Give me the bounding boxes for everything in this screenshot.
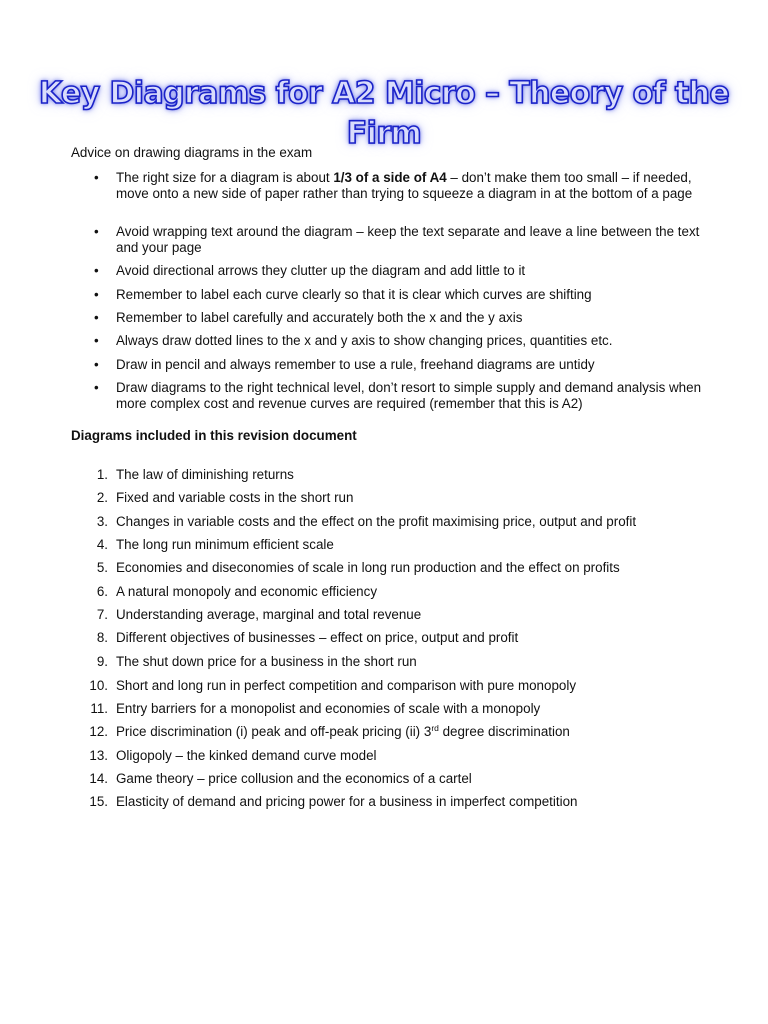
- bullet-glyph: •: [94, 224, 99, 239]
- item-number: 4.: [96, 537, 108, 552]
- document-title: Key Diagrams for A2 Micro – Theory of the Firm: [38, 76, 730, 151]
- item-text: Different objectives of businesses – effect on price, output and profit: [116, 630, 519, 645]
- advice-text: Remember to label each curve clearly so that it is clear which curves are shifting: [116, 287, 592, 302]
- item-number: 7.: [96, 607, 108, 622]
- advice-text: Avoid wrapping text around the diagram – keep the text separate and leave a line between the text and your page: [116, 224, 700, 255]
- item-text: The law of diminishing returns: [116, 467, 294, 482]
- item-number: 15.: [89, 794, 108, 809]
- advice-intro: Advice on drawing diagrams in the exam: [71, 145, 313, 160]
- item-text: Short and long run in perfect competition and comparison with pure monopoly: [116, 678, 577, 693]
- item-text: Entry barriers for a monopolist and economies of scale with a monopoly: [116, 701, 541, 716]
- ordinal-superscript: rd: [431, 723, 439, 733]
- item-number: 2.: [96, 490, 108, 505]
- advice-text: Always draw dotted lines to the x and y axis to show changing prices, quantities etc.: [116, 333, 613, 348]
- item-text: The long run minimum efficient scale: [116, 537, 334, 552]
- item-number: 8.: [96, 630, 108, 645]
- bullet-glyph: •: [94, 333, 99, 348]
- item-text: [116, 724, 570, 740]
- advice-text-part: – don’t make them too small – if needed, move onto a new side of paper rather than trying to squeeze a diagram in at the bottom of a page: [116, 170, 693, 201]
- item-number: 6.: [96, 584, 108, 599]
- diagrams-heading: Diagrams included in this revision document: [71, 428, 357, 443]
- advice-text: Remember to label carefully and accurately both the x and the y axis: [116, 310, 523, 325]
- item-number: 12.: [89, 724, 108, 739]
- item-number: 11.: [90, 701, 108, 716]
- item-text: Oligopoly – the kinked demand curve model: [116, 748, 377, 763]
- advice-text-part: The right size for a diagram is about: [116, 170, 334, 185]
- item-text: Elasticity of demand and pricing power for a business in imperfect competition: [116, 794, 578, 809]
- item-number: 9.: [96, 654, 108, 669]
- bullet-glyph: •: [94, 357, 99, 372]
- item-text: The shut down price for a business in the short run: [116, 654, 417, 669]
- bullet-glyph: •: [94, 380, 99, 395]
- item-number: 3.: [96, 514, 108, 529]
- advice-text: Draw in pencil and always remember to use a rule, freehand diagrams are untidy: [116, 357, 595, 372]
- advice-text: [116, 170, 702, 202]
- item-text: Changes in variable costs and the effect on the profit maximising price, output and profit: [116, 514, 637, 529]
- bullet-glyph: •: [94, 263, 99, 278]
- item-text: A natural monopoly and economic efficiency: [116, 584, 378, 599]
- item-text: Understanding average, marginal and total revenue: [116, 607, 422, 622]
- item-number: 13.: [89, 748, 108, 763]
- advice-text: Draw diagrams to the right technical level, don’t resort to simple supply and demand analysis when more complex cost and revenue curves are required (remember that this is A2): [116, 380, 702, 411]
- advice-text: Avoid directional arrows they clutter up the diagram and add little to it: [116, 263, 526, 278]
- item-number: 1.: [96, 467, 108, 482]
- item-text: Fixed and variable costs in the short run: [116, 490, 354, 505]
- bullet-glyph: •: [94, 170, 99, 185]
- bullet-glyph: •: [94, 287, 99, 302]
- item-text: Game theory – price collusion and the economics of a cartel: [116, 771, 472, 786]
- item-number: 14.: [89, 771, 108, 786]
- bullet-glyph: •: [94, 310, 99, 325]
- item-number: 5.: [96, 560, 108, 575]
- advice-bold-text: 1/3 of a side of A4: [333, 170, 447, 185]
- item-text: Economies and diseconomies of scale in long run production and the effect on profits: [116, 560, 620, 575]
- item-text-part: degree discrimination: [438, 724, 570, 739]
- item-text-part: Price discrimination (i) peak and off-peak pricing (ii) 3: [116, 724, 432, 739]
- item-number: 10.: [89, 678, 108, 693]
